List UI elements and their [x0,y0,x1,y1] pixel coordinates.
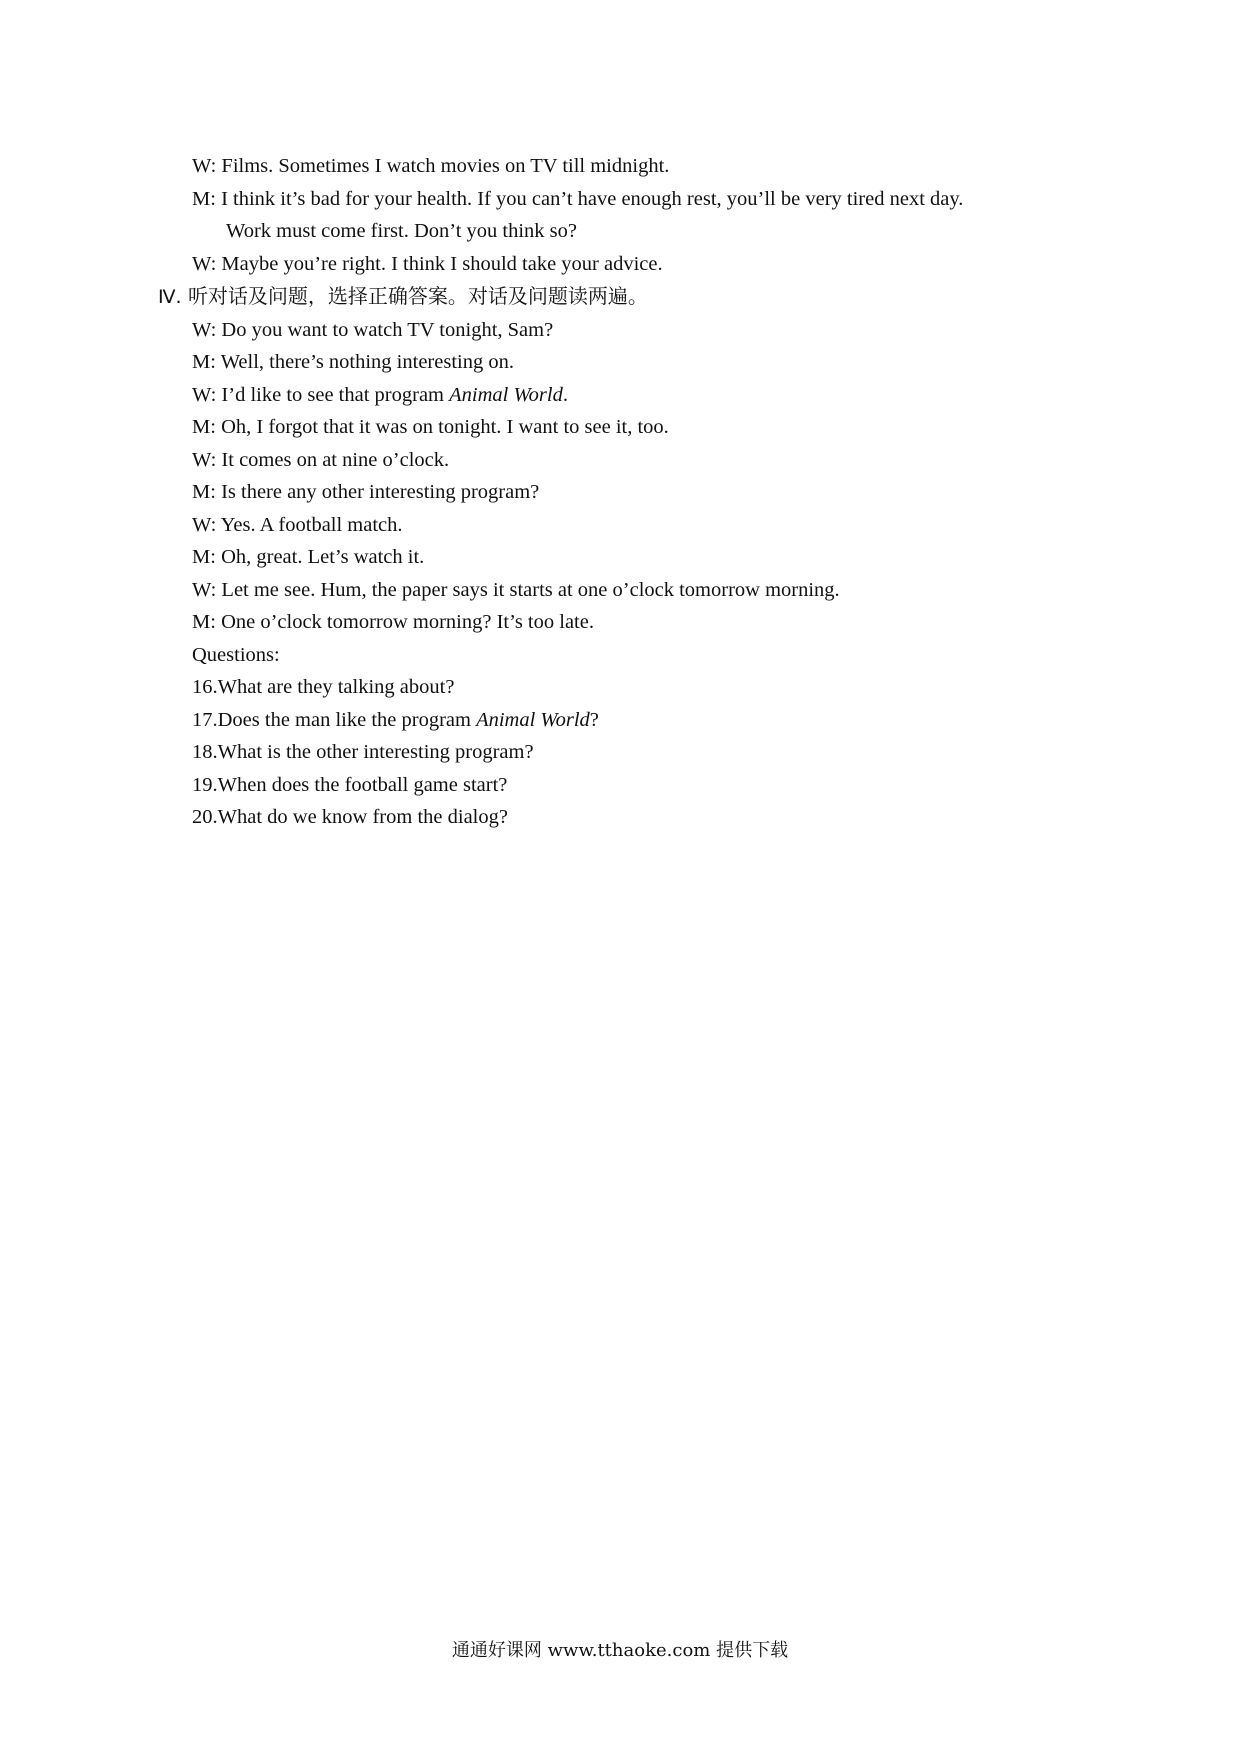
program-title: Animal World [449,383,563,406]
dialog-line [192,411,1092,444]
dialog-line [192,150,1092,183]
speaker-label: W: [192,383,217,406]
question-text: What is the other interesting program? [217,741,534,763]
speaker-label: W: [192,448,217,471]
question-item [192,736,1092,769]
dialog-line [192,314,1092,347]
question-number: 16. [192,676,218,698]
dialog-text: Is there any other interesting program? [221,481,540,503]
question-text: What do we know from the dialog? [217,806,508,828]
questions-label: Questions: [192,643,280,666]
program-title: Animal World [476,708,590,731]
speaker-label: M: [192,546,216,568]
question-item [192,671,1092,704]
punctuation: ? [589,708,599,731]
dialog-line [192,541,1092,574]
dialog-text: I think it’s bad for your health. If you can’t have enough rest, you’ll be very tired next day. [221,187,964,210]
page-footer: 通通好课网 www.tthaoke.com 提供下载 [451,1640,789,1661]
dialog-text: Films. Sometimes I watch movies on TV till midnight. [221,155,670,177]
section-instruction: 听对话及问题，选择正确答案。对话及问题读两遍。 [187,284,648,308]
dialog-line [192,476,1092,509]
dialog-text: It comes on at nine o’clock. [221,448,450,471]
page-content [158,150,1092,834]
question-number: 19. [192,773,218,796]
question-text: When does the football game start? [217,773,508,796]
dialog-line [192,606,1092,639]
dialog-line [192,346,1092,379]
dialog-text: Well, there’s nothing interesting on. [220,351,514,373]
dialog-text: One o’clock tomorrow morning? It’s too late. [221,611,594,633]
question-number: 17. [192,708,218,731]
speaker-label: W: [192,155,217,177]
dialog-text: Work must come first. Don’t you think so? [226,220,577,242]
section-numeral: Ⅳ. [158,286,182,308]
speaker-label: M: [192,611,216,633]
dialog-line [192,248,1092,281]
dialog-line [192,183,1092,216]
question-number: 18. [192,741,218,763]
dialog-line [192,444,1092,477]
speaker-label: M: [192,416,216,438]
question-item [192,801,1092,834]
dialog-text: Yes. A football match. [220,513,403,536]
speaker-label: W: [192,578,217,601]
dialog-text: Do you want to watch TV tonight, Sam? [221,318,554,341]
dialog-continuation-line [192,215,1092,248]
speaker-label: M: [192,187,216,210]
dialog-line [192,379,1092,412]
question-text: What are they talking about? [217,676,455,698]
dialog-text: Let me see. Hum, the paper says it starts at one o’clock tomorrow morning. [221,578,840,601]
speaker-label: M: [192,481,216,503]
dialog-line [192,509,1092,542]
speaker-label: W: [192,513,217,536]
dialog-text: Maybe you’re right. I think I should take your advice. [221,252,663,275]
speaker-label: W: [192,252,217,275]
dialog-line [192,574,1092,607]
speaker-label: M: [192,351,216,373]
speaker-label: W: [192,318,217,341]
question-item [192,769,1092,802]
dialog-text: Oh, I forgot that it was on tonight. I want to see it, too. [221,416,669,438]
punctuation: . [562,383,568,406]
dialog-text: Oh, great. Let’s watch it. [221,546,425,568]
question-item [192,704,1092,737]
question-text: Does the man like the program [217,708,471,731]
dialog-text: I’d like to see that program [221,383,444,406]
section-heading [158,280,1092,314]
question-number: 20. [192,806,218,828]
